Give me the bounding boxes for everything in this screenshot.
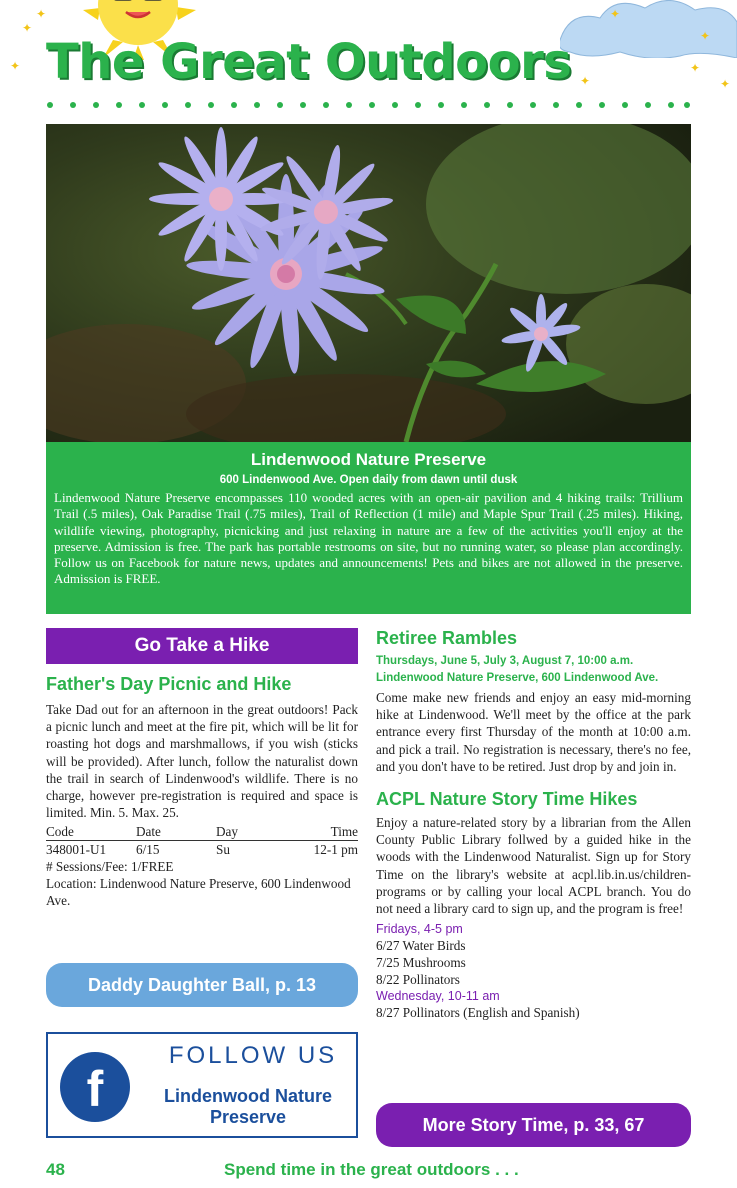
daddy-daughter-ball-link[interactable]: Daddy Daughter Ball, p. 13 — [46, 963, 358, 1007]
fathers-day-heading: Father's Day Picnic and Hike — [46, 674, 292, 694]
story-group1-when: Fridays, 4-5 pm — [376, 922, 463, 937]
story-item: 7/25 Mushrooms — [376, 955, 466, 971]
schedule-header-date: Date — [136, 824, 161, 840]
retiree-rambles-heading: Retiree Rambles — [376, 628, 518, 648]
preserve-name: Lindenwood Nature Preserve — [250, 450, 487, 469]
sparkle-icon: ✦ — [720, 77, 731, 91]
programs-column — [376, 628, 691, 1021]
preserve-info-box — [46, 442, 691, 614]
preserve-address-hours: 600 Lindenwood Ave. Open daily from dawn until dusk — [219, 474, 518, 486]
preserve-description: Lindenwood Nature Preserve encompasses 110 wooded acres with an open-air pavilion and 4 hiking trails: Trillium Trail (.5 miles), Oak Paradise Trail (.75 miles), Trail of Reflection (1 mile) and Maple Spur Trail (.25 miles). Hiking, wildlife viewing, photography, picnicking and just relaxing in nature are a few of the activities you'll enjoy at the preserve. Admission is free. The park has portable restrooms on site, but no running water, so please plan accordingly. Follow us on Facebook for nature news, updates and announcements! Pets and bikes are not allowed in the preserve. Admission is FREE. — [54, 490, 683, 587]
retiree-description: Come make new friends and enjoy an easy mid-morning hike at Lindenwood. We'll meet by the office at the park entrance every first Thursday of the month at 10:00 a.m. and pick a trail. No registration is necessary, there's no fee, and you don't have to be retired. Just drop by and join in. — [376, 690, 691, 774]
sessions-fee: # Sessions/Fee: 1/FREE — [46, 859, 174, 875]
schedule-day: Su — [216, 842, 230, 858]
facebook-follow-box[interactable] — [46, 1032, 358, 1138]
follow-us-title: FOLLOW US — [168, 1042, 338, 1069]
schedule-header — [46, 823, 358, 841]
sparkle-icon: ✦ — [36, 7, 47, 21]
story-item: 6/27 Water Birds — [376, 938, 466, 954]
retiree-dates: Thursdays, June 5, July 3, August 7, 10:00 a.m. — [376, 655, 634, 667]
sparkle-icon: ✦ — [22, 21, 33, 35]
story-item: 8/22 Pollinators — [376, 972, 460, 988]
schedule-header-code: Code — [46, 824, 74, 840]
schedule-time: 12-1 pm — [313, 842, 358, 858]
sparkle-icon: ✦ — [700, 29, 711, 43]
page-number: 48 — [46, 1160, 65, 1179]
fathers-day-description: Take Dad out for an afternoon in the great outdoors! Pack a picnic lunch and meet at the fire pit, which will be lit for roasting hot dogs and marshmallows, if you wish (sticks will be provided). After lunch, follow the naturalist down the trail in search of Lindenwood's wildlife. There is no charge, however pre-registration is required and space is limited. Min. 5. Max. 25. — [46, 702, 358, 821]
schedule-row — [46, 841, 358, 858]
more-story-time-link[interactable]: More Story Time, p. 33, 67 — [376, 1103, 691, 1147]
retiree-location: Lindenwood Nature Preserve, 600 Lindenwood Ave. — [376, 672, 659, 684]
sparkle-icon: ✦ — [10, 59, 21, 73]
dotted-divider — [46, 100, 691, 110]
page-title: The Great Outdoors — [46, 34, 572, 90]
footer-tagline: Spend time in the great outdoors . . . — [224, 1160, 519, 1179]
facebook-icon[interactable] — [60, 1052, 130, 1122]
sparkle-icon: ✦ — [580, 74, 591, 88]
aster-flower-photo — [46, 124, 691, 442]
schedule-header-day: Day — [216, 824, 238, 840]
hike-column — [46, 628, 358, 909]
story-time-description: Enjoy a nature-related story by a librarian from the Allen County Public Library follwed by a guided hike in the woods with the Lindenwood Naturalist. Sign up for Story Time on the library's website at acpl.lib.in.us/children-programs or by calling your local ACPL branch. You do not need a library card to sign up, and the program is free! — [376, 815, 691, 917]
sparkle-icon: ✦ — [690, 61, 701, 75]
schedule-date: 6/15 — [136, 842, 160, 858]
schedule-code: 348001-U1 — [46, 842, 107, 858]
story-item: 8/27 Pollinators (English and Spanish) — [376, 1005, 580, 1021]
go-take-a-hike-banner: Go Take a Hike — [46, 628, 358, 664]
facebook-letter: f — [86, 1061, 104, 1117]
schedule-header-time: Time — [330, 824, 358, 840]
story-group2-when: Wednesday, 10-11 am — [376, 989, 500, 1004]
sparkle-icon: ✦ — [610, 7, 621, 21]
location: Location: Lindenwood Nature Preserve, 600 Lindenwood Ave. — [46, 876, 351, 909]
follow-page-name: Lindenwood Nature Preserve — [164, 1086, 332, 1127]
story-time-heading: ACPL Nature Story Time Hikes — [376, 789, 638, 810]
